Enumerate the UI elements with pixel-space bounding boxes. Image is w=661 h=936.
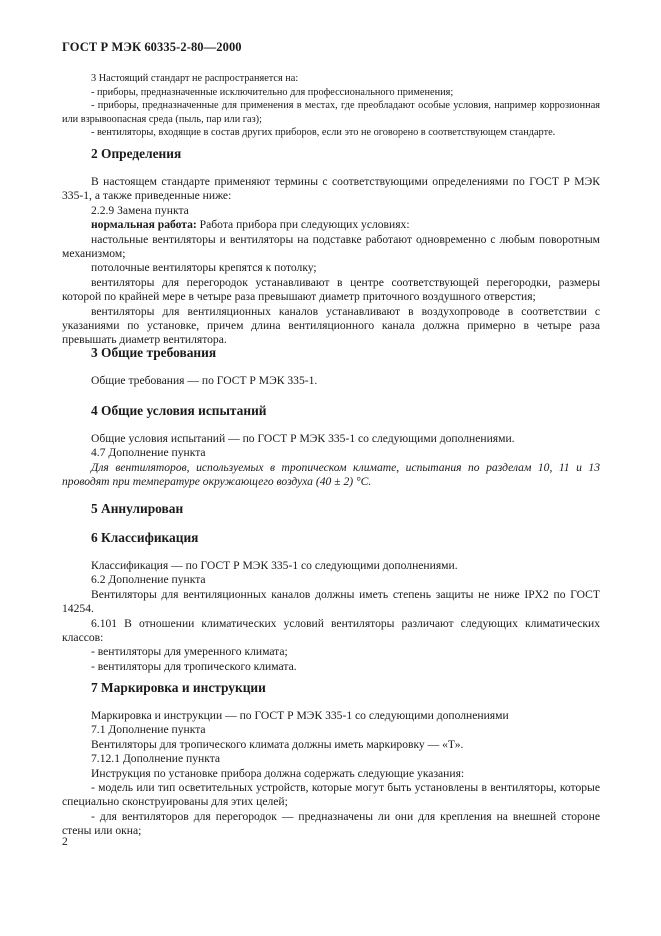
section-title-7: 7 Маркировка и инструкции: [91, 680, 266, 695]
section-title-6: 6 Классификация: [91, 530, 199, 545]
paragraph: Вентиляторы для вентиляционных каналов должны иметь степень защиты не ниже IPX2 по ГОСТ 14254.: [62, 587, 600, 616]
section-title-5: 5 Аннулирован: [91, 501, 184, 516]
definition-paragraph: [62, 218, 600, 232]
scope-intro: 3 Настоящий стандарт не распространяется на:: [91, 73, 299, 84]
section-title-2: 2 Определения: [91, 146, 182, 161]
paragraph: потолочные вентиляторы крепятся к потолку;: [91, 261, 317, 275]
paragraph: Маркировка и инструкции — по ГОСТ Р МЭК 335-1 со следующими дополнениями: [91, 709, 509, 722]
paragraph: В настоящем стандарте применяют термины с соответствующими определениями по ГОСТ Р МЭК 335-1, а также приведенные ниже:: [62, 175, 600, 203]
paragraph: 7.12.1 Дополнение пункта: [91, 752, 221, 766]
section-title-4: 4 Общие условия испытаний: [91, 403, 267, 418]
paragraph: 6.2 Дополнение пункта: [91, 573, 206, 587]
list-item: - вентиляторы для тропического климата.: [91, 659, 297, 673]
paragraph: 4.7 Дополнение пункта: [91, 446, 206, 460]
section-body-4: [62, 432, 600, 490]
section-body-6: [62, 559, 600, 674]
italic-paragraph: Для вентиляторов, используемых в тропическом климате, испытания по разделам 10, 11 и 13 проводят при температуре окружающего воздуха (40 ± 2) °С.: [62, 460, 600, 489]
term-definition: Работа прибора при следующих условиях:: [196, 218, 410, 232]
defined-term: нормальная работа:: [91, 218, 197, 232]
paragraph: Общие требования — по ГОСТ Р МЭК 335-1.: [91, 374, 318, 387]
list-item: - вентиляторы для умеренного климата;: [91, 645, 288, 659]
section-body-7: [62, 709, 600, 839]
paragraph: вентиляторы для вентиляционных каналов устанавливают в воздухопроводе в соответствии с указаниями по установке, причем длина вентиляционного канала должна примерно в четыре раза превышать диаметр вентилятора.: [62, 304, 600, 347]
list-item: - модель или тип осветительных устройств, которые могут быть установлены в вентиляторы, которые специально сконструированы для этих целей;: [62, 781, 600, 809]
section-body-3: [62, 374, 600, 388]
paragraph: 6.101 В отношении климатических условий вентиляторы различают следующих климатических классов:: [62, 616, 600, 645]
paragraph: Общие условия испытаний — по ГОСТ Р МЭК 335-1 со следующими дополнениями.: [91, 432, 515, 445]
scope-item: - приборы, предназначенные исключительно для профессионального применения;: [91, 86, 454, 98]
paragraph: настольные вентиляторы и вентиляторы на подставке работают одновременно с любым поворотным механизмом;: [62, 232, 600, 261]
section-title-3: 3 Общие требования: [91, 345, 217, 360]
paragraph: вентиляторы для перегородок устанавливают в центре соответствующей перегородки, размеры которой по крайней мере в четыре раза превышают диаметр приточного воздушного отверстия;: [62, 275, 600, 304]
page-number: 2: [62, 835, 68, 848]
scope-block: [62, 72, 600, 140]
paragraph: 2.2.9 Замена пункта: [91, 203, 189, 217]
scope-item: - приборы, предназначенные для применения в местах, где преобладают особые условия, например коррозионная или взрывоопасная среда (пыль, пар или газ);: [62, 100, 600, 125]
paragraph: Классификация — по ГОСТ Р МЭК 335-1 со следующими дополнениями.: [91, 559, 458, 572]
document-header: ГОСТ Р МЭК 60335-2-80—2000: [62, 40, 242, 54]
paragraph: Вентиляторы для тропического климата должны иметь маркировку — «Т».: [91, 737, 464, 751]
list-item: - для вентиляторов для перегородок — предназначены ли они для крепления на внешней стороне стены или окна;: [62, 809, 600, 838]
paragraph: 7.1 Дополнение пункта: [91, 723, 206, 737]
paragraph: Инструкция по установке прибора должна содержать следующие указания:: [91, 766, 465, 780]
section-body-2: [62, 175, 600, 348]
scope-item: - вентиляторы, входящие в состав других приборов, если это не оговорено в соответствующем стандарте.: [91, 127, 556, 139]
